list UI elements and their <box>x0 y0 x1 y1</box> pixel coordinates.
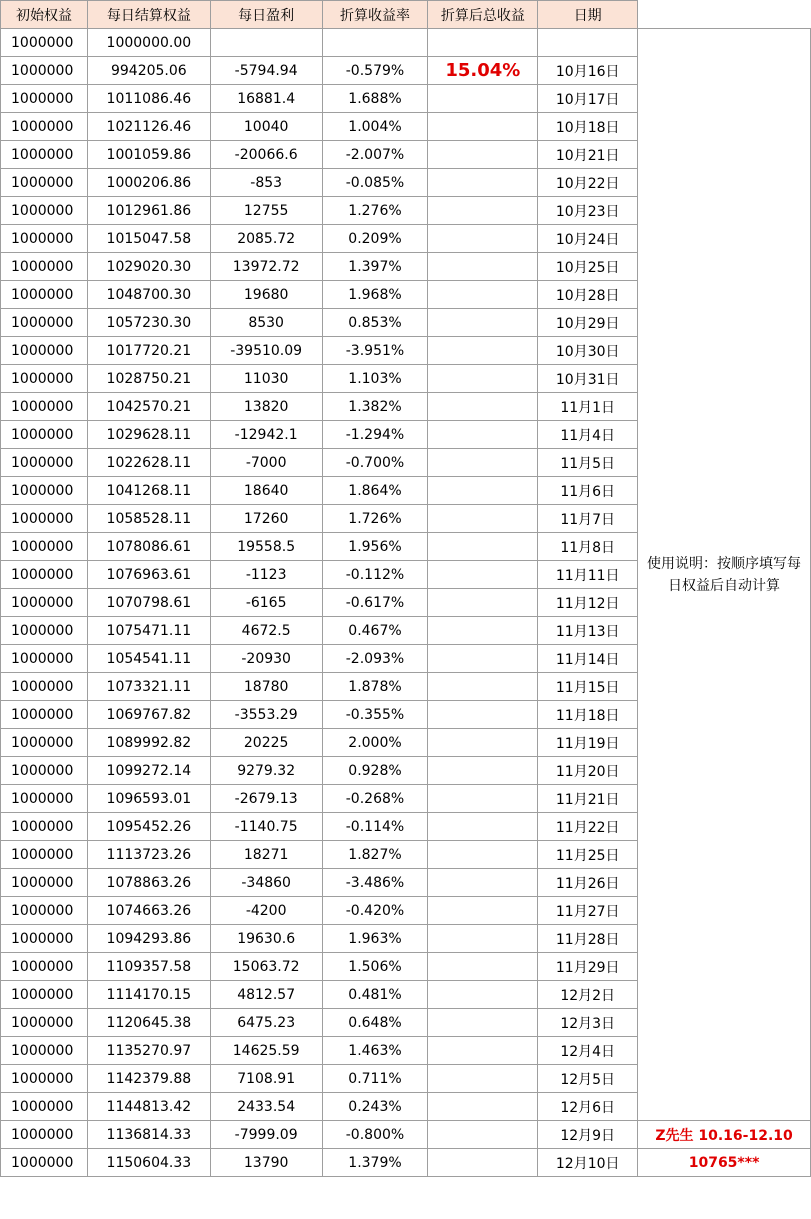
cell-daily-profit[interactable]: -1123 <box>210 561 322 589</box>
cell-initial-equity[interactable]: 1000000 <box>1 253 88 281</box>
cell-daily-profit[interactable]: 13972.72 <box>210 253 322 281</box>
cell-daily-profit[interactable]: 19558.5 <box>210 533 322 561</box>
cell-daily-profit[interactable]: -12942.1 <box>210 421 322 449</box>
cell-daily-profit[interactable]: 6475.23 <box>210 1009 322 1037</box>
header-date[interactable]: 日期 <box>538 1 638 29</box>
cell-daily-profit[interactable]: -6165 <box>210 589 322 617</box>
cell-daily-equity[interactable]: 1069767.82 <box>87 701 210 729</box>
cell-daily-profit[interactable]: 19680 <box>210 281 322 309</box>
cell-date[interactable]: 10月23日 <box>538 197 638 225</box>
table-row <box>1 1149 811 1177</box>
cell-daily-equity[interactable]: 1041268.11 <box>87 477 210 505</box>
cell-daily-equity[interactable]: 1015047.58 <box>87 225 210 253</box>
cell-date[interactable]: 10月21日 <box>538 141 638 169</box>
usage-note[interactable]: 使用说明：按顺序填写每日权益后自动计算 <box>638 29 811 1121</box>
cell-initial-equity[interactable]: 1000000 <box>1 477 88 505</box>
cell-daily-equity[interactable]: 1150604.33 <box>87 1149 210 1177</box>
cell-return-rate[interactable]: 0.467% <box>322 617 428 645</box>
cell-daily-profit[interactable]: 18640 <box>210 477 322 505</box>
cell-daily-equity[interactable]: 1109357.58 <box>87 953 210 981</box>
cell-date[interactable]: 12月3日 <box>538 1009 638 1037</box>
cell-initial-equity[interactable]: 1000000 <box>1 561 88 589</box>
cell-daily-equity[interactable]: 1001059.86 <box>87 141 210 169</box>
cell-date[interactable]: 10月18日 <box>538 113 638 141</box>
cell-daily-equity[interactable]: 1017720.21 <box>87 337 210 365</box>
total-return-value[interactable]: 15.04% <box>428 57 538 85</box>
cell-return-rate[interactable]: -0.268% <box>322 785 428 813</box>
cell-initial-equity[interactable]: 1000000 <box>1 869 88 897</box>
cell-daily-equity[interactable]: 1021126.46 <box>87 113 210 141</box>
cell-daily-profit[interactable]: 16881.4 <box>210 85 322 113</box>
cell-return-rate[interactable]: 1.506% <box>322 953 428 981</box>
cell-return-rate[interactable]: 1.397% <box>322 253 428 281</box>
cell-initial-equity[interactable]: 1000000 <box>1 85 88 113</box>
cell-initial-equity[interactable]: 1000000 <box>1 1149 88 1177</box>
cell-date[interactable]: 12月4日 <box>538 1037 638 1065</box>
cell-daily-equity[interactable]: 1078863.26 <box>87 869 210 897</box>
cell-daily-profit[interactable]: -34860 <box>210 869 322 897</box>
cell-daily-equity[interactable]: 1089992.82 <box>87 729 210 757</box>
cell-return-rate[interactable]: -0.112% <box>322 561 428 589</box>
cell-daily-profit[interactable]: 20225 <box>210 729 322 757</box>
cell-initial-equity[interactable]: 1000000 <box>1 113 88 141</box>
cell-daily-profit[interactable]: 17260 <box>210 505 322 533</box>
cell-total-return[interactable] <box>428 701 538 729</box>
cell-date[interactable]: 11月15日 <box>538 673 638 701</box>
cell-daily-equity[interactable]: 1076963.61 <box>87 561 210 589</box>
cell-initial-equity[interactable]: 1000000 <box>1 981 88 1009</box>
cell-date[interactable]: 11月18日 <box>538 701 638 729</box>
table-row <box>1 29 811 57</box>
header-daily-equity[interactable]: 每日结算权益 <box>87 1 210 29</box>
cell-return-rate[interactable]: 1.878% <box>322 673 428 701</box>
cell-total-return[interactable] <box>428 561 538 589</box>
cell-daily-equity[interactable]: 1095452.26 <box>87 813 210 841</box>
cell-daily-equity[interactable]: 1000206.86 <box>87 169 210 197</box>
cell-daily-profit[interactable]: -853 <box>210 169 322 197</box>
cell-daily-profit[interactable]: -7999.09 <box>210 1121 322 1149</box>
cell-date[interactable]: 12月6日 <box>538 1093 638 1121</box>
cell-date[interactable]: 10月24日 <box>538 225 638 253</box>
cell-daily-profit[interactable]: -3553.29 <box>210 701 322 729</box>
cell-return-rate[interactable]: -1.294% <box>322 421 428 449</box>
cell-initial-equity[interactable]: 1000000 <box>1 785 88 813</box>
cell-return-rate[interactable]: 1.103% <box>322 365 428 393</box>
cell-daily-profit[interactable]: 13790 <box>210 1149 322 1177</box>
cell-initial-equity[interactable]: 1000000 <box>1 1037 88 1065</box>
cell-total-return[interactable] <box>428 981 538 1009</box>
cell-date[interactable]: 11月29日 <box>538 953 638 981</box>
cell-initial-equity[interactable]: 1000000 <box>1 673 88 701</box>
cell-total-return[interactable] <box>428 617 538 645</box>
cell-daily-equity[interactable]: 1096593.01 <box>87 785 210 813</box>
cell-initial-equity[interactable]: 1000000 <box>1 589 88 617</box>
cell-initial-equity[interactable]: 1000000 <box>1 533 88 561</box>
header-blank[interactable] <box>638 1 811 29</box>
cell-return-rate[interactable]: -0.420% <box>322 897 428 925</box>
cell-return-rate[interactable]: 0.648% <box>322 1009 428 1037</box>
cell-total-return[interactable] <box>428 225 538 253</box>
cell-date[interactable]: 11月13日 <box>538 617 638 645</box>
cell-initial-equity[interactable]: 1000000 <box>1 225 88 253</box>
cell-daily-equity[interactable]: 1136814.33 <box>87 1121 210 1149</box>
cell-initial-equity[interactable]: 1000000 <box>1 757 88 785</box>
cell-date[interactable]: 11月8日 <box>538 533 638 561</box>
cell-initial-equity[interactable]: 1000000 <box>1 197 88 225</box>
cell-return-rate[interactable]: -0.700% <box>322 449 428 477</box>
cell-daily-equity[interactable]: 1000000.00 <box>87 29 210 57</box>
cell-date[interactable]: 10月31日 <box>538 365 638 393</box>
cell-daily-equity[interactable]: 1114170.15 <box>87 981 210 1009</box>
cell-daily-profit[interactable]: -1140.75 <box>210 813 322 841</box>
cell-return-rate[interactable]: 1.276% <box>322 197 428 225</box>
cell-initial-equity[interactable]: 1000000 <box>1 309 88 337</box>
cell-return-rate[interactable]: -0.617% <box>322 589 428 617</box>
cell-return-rate[interactable]: -2.093% <box>322 645 428 673</box>
cell-return-rate[interactable]: 0.209% <box>322 225 428 253</box>
cell-date[interactable]: 10月22日 <box>538 169 638 197</box>
cell-date[interactable]: 11月28日 <box>538 925 638 953</box>
cell-total-return[interactable] <box>428 1009 538 1037</box>
cell-daily-profit[interactable]: 4812.57 <box>210 981 322 1009</box>
cell-initial-equity[interactable]: 1000000 <box>1 925 88 953</box>
header-return-rate[interactable]: 折算收益率 <box>322 1 428 29</box>
cell-initial-equity[interactable]: 1000000 <box>1 841 88 869</box>
cell-return-rate[interactable]: 1.463% <box>322 1037 428 1065</box>
cell-initial-equity[interactable]: 1000000 <box>1 169 88 197</box>
cell-daily-profit[interactable]: 12755 <box>210 197 322 225</box>
cell-date[interactable]: 11月19日 <box>538 729 638 757</box>
cell-date[interactable]: 11月22日 <box>538 813 638 841</box>
cell-total-return[interactable] <box>428 505 538 533</box>
cell-initial-equity[interactable]: 1000000 <box>1 141 88 169</box>
cell-date[interactable]: 11月12日 <box>538 589 638 617</box>
cell-return-rate[interactable]: 1.382% <box>322 393 428 421</box>
cell-daily-equity[interactable]: 1075471.11 <box>87 617 210 645</box>
cell-return-rate[interactable]: 1.963% <box>322 925 428 953</box>
cell-return-rate[interactable]: 1.004% <box>322 113 428 141</box>
cell-initial-equity[interactable]: 1000000 <box>1 365 88 393</box>
cell-return-rate[interactable]: 1.726% <box>322 505 428 533</box>
cell-total-return[interactable] <box>428 253 538 281</box>
cell-daily-profit[interactable]: -20066.6 <box>210 141 322 169</box>
cell-daily-equity[interactable]: 1099272.14 <box>87 757 210 785</box>
cell-date[interactable]: 11月6日 <box>538 477 638 505</box>
cell-total-return[interactable] <box>428 113 538 141</box>
cell-daily-profit[interactable]: -7000 <box>210 449 322 477</box>
cell-initial-equity[interactable]: 1000000 <box>1 813 88 841</box>
cell-total-return[interactable] <box>428 869 538 897</box>
cell-date[interactable]: 10月25日 <box>538 253 638 281</box>
cell-total-return[interactable] <box>428 449 538 477</box>
cell-return-rate[interactable]: -0.114% <box>322 813 428 841</box>
cell-total-return[interactable] <box>428 141 538 169</box>
cell-date[interactable]: 10月16日 <box>538 57 638 85</box>
cell-initial-equity[interactable]: 1000000 <box>1 897 88 925</box>
cell-daily-profit[interactable]: 2433.54 <box>210 1093 322 1121</box>
cell-total-return[interactable] <box>428 29 538 57</box>
cell-daily-equity[interactable]: 1028750.21 <box>87 365 210 393</box>
cell-initial-equity[interactable]: 1000000 <box>1 1121 88 1149</box>
cell-date[interactable]: 10月29日 <box>538 309 638 337</box>
cell-return-rate[interactable] <box>322 29 428 57</box>
cell-return-rate[interactable]: 0.928% <box>322 757 428 785</box>
cell-total-return[interactable] <box>428 925 538 953</box>
cell-total-return[interactable] <box>428 85 538 113</box>
cell-daily-profit[interactable]: 8530 <box>210 309 322 337</box>
cell-daily-profit[interactable]: 14625.59 <box>210 1037 322 1065</box>
cell-daily-equity[interactable]: 1094293.86 <box>87 925 210 953</box>
cell-initial-equity[interactable]: 1000000 <box>1 505 88 533</box>
cell-initial-equity[interactable]: 1000000 <box>1 337 88 365</box>
cell-daily-equity[interactable]: 1048700.30 <box>87 281 210 309</box>
cell-date[interactable]: 11月7日 <box>538 505 638 533</box>
cell-initial-equity[interactable]: 1000000 <box>1 1065 88 1093</box>
cell-daily-equity[interactable]: 1042570.21 <box>87 393 210 421</box>
cell-total-return[interactable] <box>428 281 538 309</box>
header-total-return[interactable]: 折算后总收益 <box>428 1 538 29</box>
cell-total-return[interactable] <box>428 169 538 197</box>
cell-daily-equity[interactable]: 1070798.61 <box>87 589 210 617</box>
table-body <box>1 29 811 1177</box>
cell-daily-equity[interactable]: 1074663.26 <box>87 897 210 925</box>
cell-total-return[interactable] <box>428 897 538 925</box>
cell-return-rate[interactable]: 0.853% <box>322 309 428 337</box>
header-daily-profit[interactable]: 每日盈利 <box>210 1 322 29</box>
cell-initial-equity[interactable]: 1000000 <box>1 449 88 477</box>
cell-date[interactable]: 11月26日 <box>538 869 638 897</box>
cell-date[interactable]: 11月4日 <box>538 421 638 449</box>
cell-daily-profit[interactable]: -2679.13 <box>210 785 322 813</box>
signature-account[interactable]: 10765*** <box>638 1149 811 1177</box>
cell-total-return[interactable] <box>428 785 538 813</box>
cell-return-rate[interactable]: 1.968% <box>322 281 428 309</box>
cell-date[interactable]: 11月1日 <box>538 393 638 421</box>
cell-daily-equity[interactable]: 1022628.11 <box>87 449 210 477</box>
cell-date[interactable]: 10月28日 <box>538 281 638 309</box>
cell-total-return[interactable] <box>428 1149 538 1177</box>
cell-initial-equity[interactable]: 1000000 <box>1 645 88 673</box>
cell-daily-profit[interactable]: 13820 <box>210 393 322 421</box>
cell-date[interactable]: 11月27日 <box>538 897 638 925</box>
cell-date[interactable]: 12月9日 <box>538 1121 638 1149</box>
cell-date[interactable]: 12月2日 <box>538 981 638 1009</box>
cell-initial-equity[interactable]: 1000000 <box>1 57 88 85</box>
cell-return-rate[interactable]: 0.243% <box>322 1093 428 1121</box>
cell-total-return[interactable] <box>428 1065 538 1093</box>
cell-total-return[interactable] <box>428 813 538 841</box>
cell-total-return[interactable] <box>428 393 538 421</box>
cell-daily-equity[interactable]: 1029628.11 <box>87 421 210 449</box>
cell-return-rate[interactable]: -0.085% <box>322 169 428 197</box>
cell-daily-profit[interactable]: 2085.72 <box>210 225 322 253</box>
cell-date[interactable]: 10月17日 <box>538 85 638 113</box>
cell-total-return[interactable] <box>428 197 538 225</box>
cell-initial-equity[interactable]: 1000000 <box>1 1009 88 1037</box>
cell-return-rate[interactable]: -0.800% <box>322 1121 428 1149</box>
cell-total-return[interactable] <box>428 477 538 505</box>
cell-total-return[interactable] <box>428 1121 538 1149</box>
cell-daily-equity[interactable]: 1011086.46 <box>87 85 210 113</box>
cell-daily-equity[interactable]: 1113723.26 <box>87 841 210 869</box>
cell-daily-equity[interactable]: 1054541.11 <box>87 645 210 673</box>
cell-total-return[interactable] <box>428 1037 538 1065</box>
cell-date[interactable] <box>538 29 638 57</box>
cell-total-return[interactable] <box>428 729 538 757</box>
cell-initial-equity[interactable]: 1000000 <box>1 953 88 981</box>
cell-daily-equity[interactable]: 1142379.88 <box>87 1065 210 1093</box>
cell-date[interactable]: 10月30日 <box>538 337 638 365</box>
cell-daily-profit[interactable]: -20930 <box>210 645 322 673</box>
cell-date[interactable]: 12月10日 <box>538 1149 638 1177</box>
cell-return-rate[interactable]: -0.579% <box>322 57 428 85</box>
cell-total-return[interactable] <box>428 421 538 449</box>
cell-initial-equity[interactable]: 1000000 <box>1 281 88 309</box>
cell-daily-profit[interactable]: 10040 <box>210 113 322 141</box>
cell-daily-profit[interactable]: 19630.6 <box>210 925 322 953</box>
cell-initial-equity[interactable]: 1000000 <box>1 29 88 57</box>
cell-total-return[interactable] <box>428 365 538 393</box>
cell-initial-equity[interactable]: 1000000 <box>1 701 88 729</box>
cell-daily-profit[interactable]: 9279.32 <box>210 757 322 785</box>
cell-date[interactable]: 11月21日 <box>538 785 638 813</box>
cell-daily-profit[interactable]: 7108.91 <box>210 1065 322 1093</box>
cell-return-rate[interactable]: -3.951% <box>322 337 428 365</box>
cell-total-return[interactable] <box>428 337 538 365</box>
cell-daily-profit[interactable]: 11030 <box>210 365 322 393</box>
cell-return-rate[interactable]: 1.827% <box>322 841 428 869</box>
cell-total-return[interactable] <box>428 645 538 673</box>
cell-return-rate[interactable]: 1.864% <box>322 477 428 505</box>
cell-daily-equity[interactable]: 1078086.61 <box>87 533 210 561</box>
cell-date[interactable]: 11月25日 <box>538 841 638 869</box>
cell-daily-profit[interactable]: 18780 <box>210 673 322 701</box>
cell-return-rate[interactable]: 1.956% <box>322 533 428 561</box>
cell-total-return[interactable] <box>428 533 538 561</box>
cell-total-return[interactable] <box>428 589 538 617</box>
cell-total-return[interactable] <box>428 841 538 869</box>
cell-total-return[interactable] <box>428 953 538 981</box>
cell-total-return[interactable] <box>428 309 538 337</box>
cell-return-rate[interactable]: 1.688% <box>322 85 428 113</box>
cell-initial-equity[interactable]: 1000000 <box>1 729 88 757</box>
cell-return-rate[interactable]: -2.007% <box>322 141 428 169</box>
cell-daily-profit[interactable]: 18271 <box>210 841 322 869</box>
cell-date[interactable]: 11月5日 <box>538 449 638 477</box>
signature-name[interactable]: Z先生 10.16-12.10 <box>638 1121 811 1149</box>
cell-daily-equity[interactable]: 1058528.11 <box>87 505 210 533</box>
cell-daily-equity[interactable]: 994205.06 <box>87 57 210 85</box>
cell-date[interactable]: 12月5日 <box>538 1065 638 1093</box>
cell-daily-equity[interactable]: 1012961.86 <box>87 197 210 225</box>
cell-total-return[interactable] <box>428 1093 538 1121</box>
cell-daily-profit[interactable]: 15063.72 <box>210 953 322 981</box>
table-row <box>1 1121 811 1149</box>
cell-date[interactable]: 11月11日 <box>538 561 638 589</box>
cell-return-rate[interactable]: -3.486% <box>322 869 428 897</box>
header-initial-equity[interactable]: 初始权益 <box>1 1 88 29</box>
cell-return-rate[interactable]: 2.000% <box>322 729 428 757</box>
cell-return-rate[interactable]: 0.711% <box>322 1065 428 1093</box>
cell-daily-equity[interactable]: 1057230.30 <box>87 309 210 337</box>
cell-daily-profit[interactable]: -39510.09 <box>210 337 322 365</box>
cell-date[interactable]: 11月20日 <box>538 757 638 785</box>
cell-return-rate[interactable]: 1.379% <box>322 1149 428 1177</box>
cell-initial-equity[interactable]: 1000000 <box>1 617 88 645</box>
cell-total-return[interactable] <box>428 673 538 701</box>
cell-return-rate[interactable]: -0.355% <box>322 701 428 729</box>
cell-initial-equity[interactable]: 1000000 <box>1 1093 88 1121</box>
cell-initial-equity[interactable]: 1000000 <box>1 421 88 449</box>
cell-return-rate[interactable]: 0.481% <box>322 981 428 1009</box>
cell-daily-equity[interactable]: 1120645.38 <box>87 1009 210 1037</box>
cell-daily-equity[interactable]: 1029020.30 <box>87 253 210 281</box>
cell-daily-profit[interactable]: -4200 <box>210 897 322 925</box>
cell-daily-equity[interactable]: 1135270.97 <box>87 1037 210 1065</box>
cell-daily-equity[interactable]: 1073321.11 <box>87 673 210 701</box>
cell-initial-equity[interactable]: 1000000 <box>1 393 88 421</box>
cell-daily-profit[interactable]: -5794.94 <box>210 57 322 85</box>
cell-daily-profit[interactable] <box>210 29 322 57</box>
cell-daily-profit[interactable]: 4672.5 <box>210 617 322 645</box>
cell-daily-equity[interactable]: 1144813.42 <box>87 1093 210 1121</box>
cell-total-return[interactable] <box>428 757 538 785</box>
header-row <box>1 1 811 29</box>
cell-date[interactable]: 11月14日 <box>538 645 638 673</box>
